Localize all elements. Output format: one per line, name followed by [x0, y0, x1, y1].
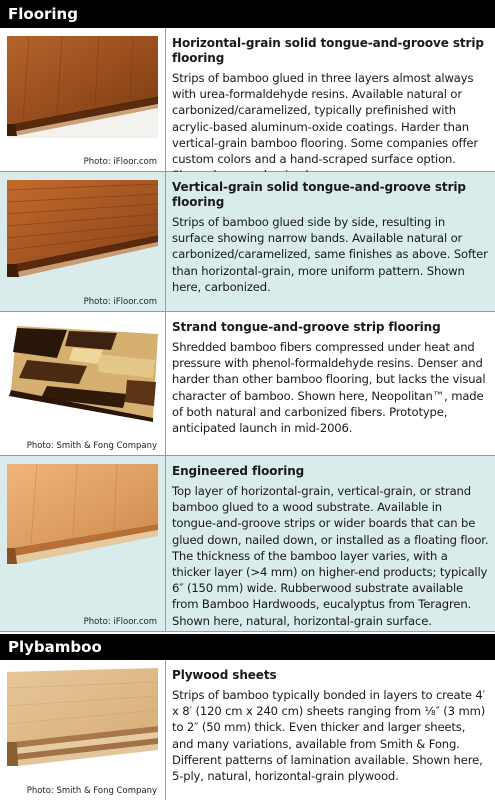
product-title: Engineered flooring [172, 464, 305, 478]
product-title: Strand tongue-and-groove strip flooring [172, 320, 441, 334]
product-title: Plywood sheets [172, 668, 277, 682]
text-cell [172, 464, 489, 629]
product-description: Top layer of horizontal-grain, vertical-grain, or strand bamboo glued to a wood substrate. Available in tongue-and-groove strips or wider boards that can be glued down, nailed down, or installed as a floating floor. The thickness of the bamboo layer varies, with a thicker layer (>4 mm) on higher-end products; typically 6″ (150 mm) wide. Rubberwood substrate available from Bamboo Hardwoods, eucalyptus from Teragren. Shown here, natural, horizontal-grain surface. [172, 484, 489, 628]
text-cell [172, 668, 489, 784]
photo-credit: Photo: Smith & Fong Company [26, 786, 157, 796]
section-header-plybamboo: Plybamboo [0, 634, 495, 660]
photo-cell [0, 28, 166, 171]
strand-bamboo-plank-image [7, 320, 158, 422]
product-description: Strips of bamboo glued in three layers almost always with urea-formaldehyde resins. Available natural or carbonized/caramelized, typically prefinished with acrylic-based aluminum-oxide coatings. Harder than vertical-grain bamboo flooring. Some companies offer custom colors and a hand-scraped surface option. [172, 71, 479, 167]
carbonized-vertical-bamboo-plank-image [7, 180, 158, 282]
product-description: Shredded bamboo fibers compressed under heat and pressure with phenol-formaldehyde resins. Denser and harder than other bamboo flooring, but lacks the visual character of bamboo. Shown here, Neopolitan™, made of both natural and carbonized fibers. Prototype, anticipated launch in mid-2006. [172, 340, 486, 436]
photo-credit: Photo: Smith & Fong Company [26, 441, 157, 451]
text-cell [172, 320, 489, 436]
product-title: Vertical-grain solid tongue-and-groove strip flooring [172, 180, 466, 209]
product-row [0, 312, 495, 456]
photo-cell [0, 456, 166, 631]
product-row [0, 660, 495, 800]
photo-credit: Photo: iFloor.com [83, 297, 157, 307]
product-title: Horizontal-grain solid tongue-and-groove strip flooring [172, 36, 484, 65]
carbonized-horizontal-bamboo-plank-image [7, 36, 158, 138]
text-cell [172, 36, 489, 183]
section-header-flooring: Flooring [0, 0, 495, 28]
photo-credit: Photo: iFloor.com [83, 617, 157, 627]
product-row [0, 456, 495, 632]
product-description: Strips of bamboo glued side by side, resulting in surface showing narrow bands. Available natural or carbonized/caramelized, same finishes as above. Softer than horizontal-grain, more uniform pattern. Shown here, carbonized. [172, 215, 488, 294]
product-row [0, 172, 495, 312]
bamboo-plywood-sheet-image [7, 668, 158, 770]
photo-cell [0, 172, 166, 311]
product-description: Strips of bamboo typically bonded in layers to create 4′ x 8′ (120 cm x 240 cm) sheets ranging from ⅛″ (3 mm) to 2″ (50 mm) thick. Even thicker and larger sheets, and many variations, available from Smith & Fong. Different patterns of lamination available. Shown here, 5-ply, natural, horizontal-grain plywood. [172, 688, 486, 784]
photo-credit: Photo: iFloor.com [83, 157, 157, 167]
engineered-bamboo-plank-image [7, 464, 158, 566]
text-cell [172, 180, 489, 295]
photo-cell [0, 660, 166, 800]
product-row [0, 28, 495, 172]
photo-cell [0, 312, 166, 455]
